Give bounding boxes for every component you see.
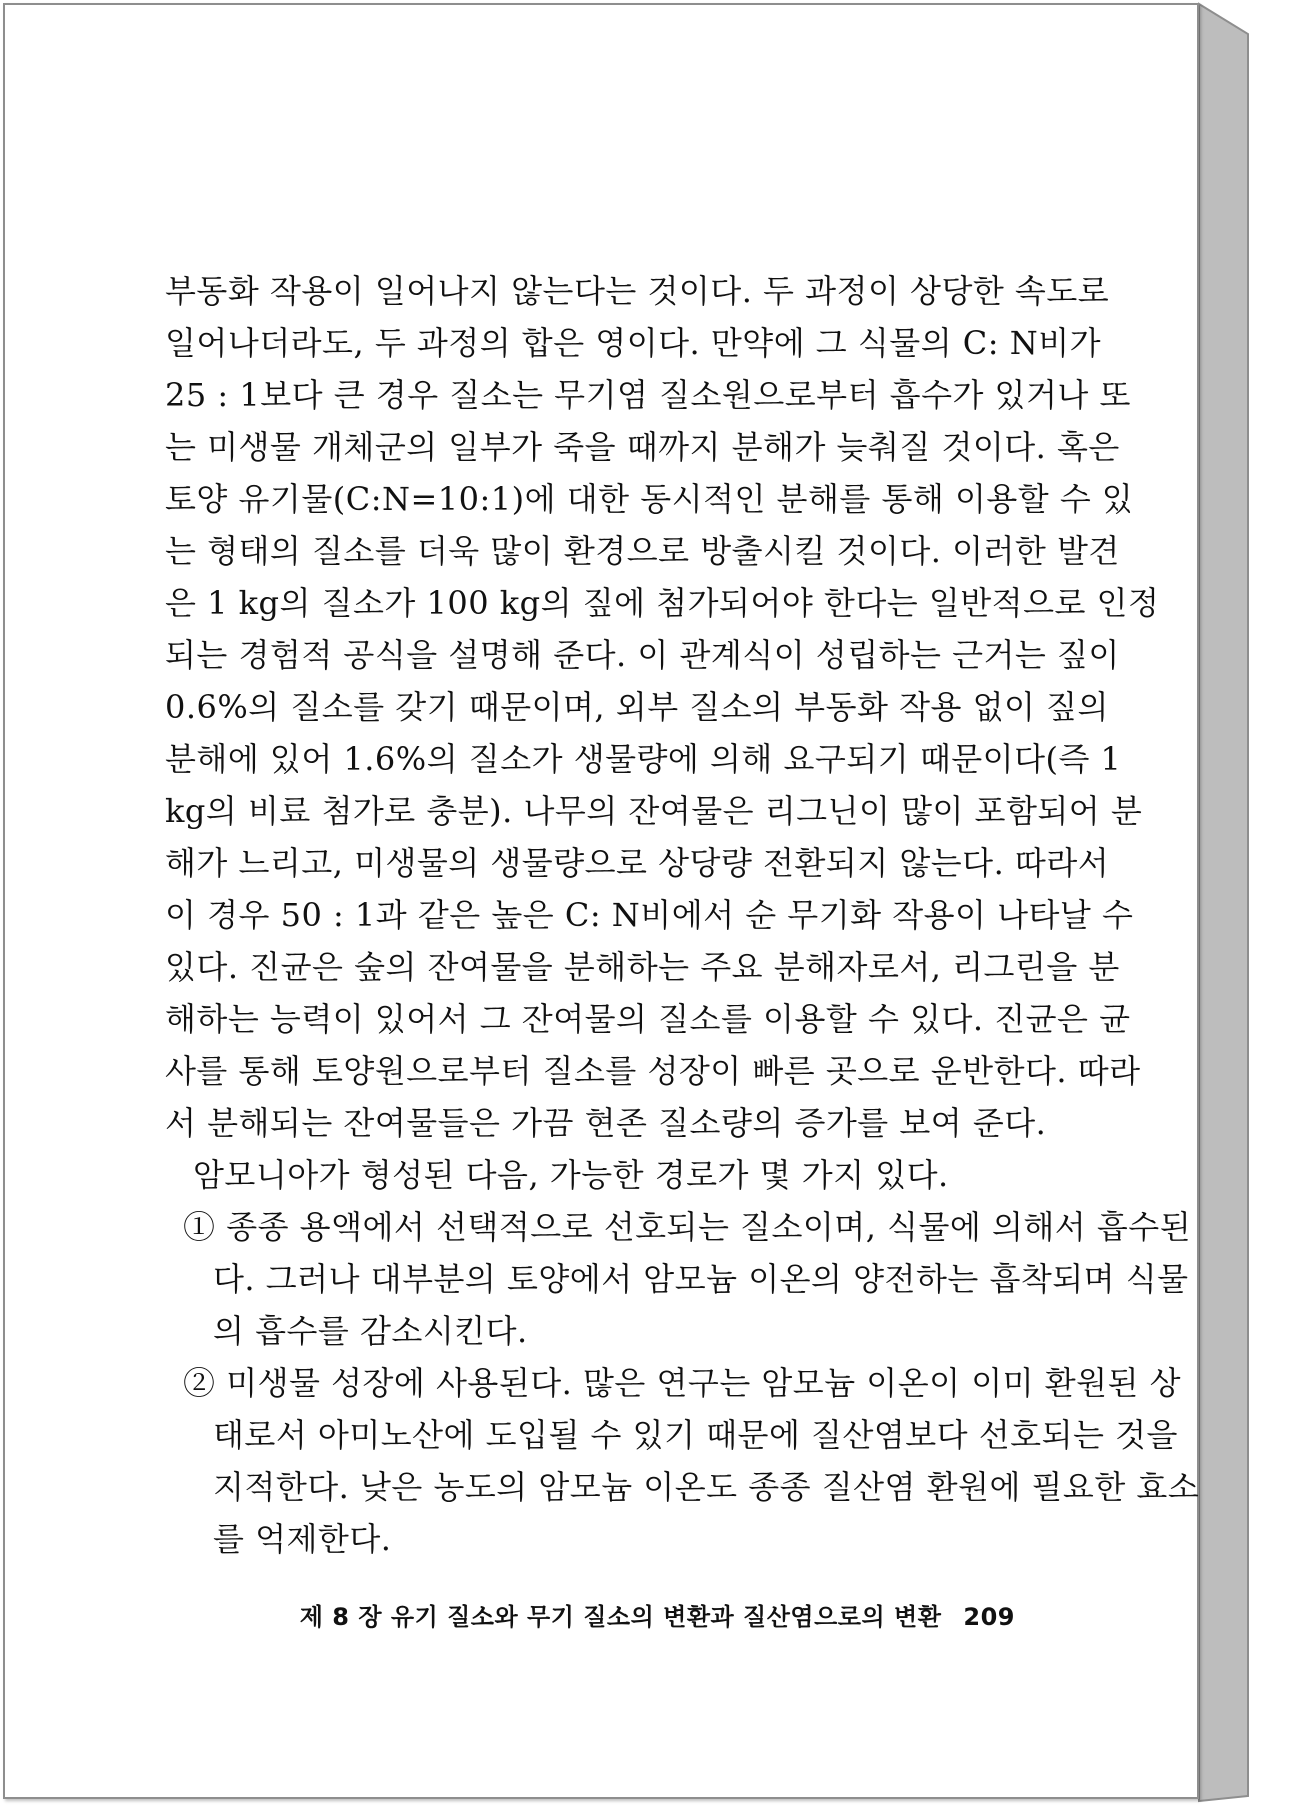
text-line: 사를 통해 토양원으로부터 질소를 성장이 빠른 곳으로 운반한다. 따라: [165, 1052, 1141, 1090]
text-line: 는 미생물 개체군의 일부가 죽을 때까지 분해가 늦춰질 것이다. 혹은: [165, 428, 1120, 466]
numbered-list: [183, 1201, 1200, 1565]
text-line: 토양 유기물(C:N=10:1)에 대한 동시적인 분해를 통해 이용할 수 있: [165, 480, 1134, 518]
text-line: 이 경우 50 : 1과 같은 높은 C: N비에서 순 무기화 작용이 나타날 수: [165, 896, 1134, 934]
page-number: 209: [963, 1603, 1015, 1631]
text-line: 서 분해되는 잔여물들은 가끔 현존 질소량의 증가를 보여 준다.: [165, 1104, 1047, 1142]
list-item: [183, 1201, 1192, 1357]
list-item: [183, 1357, 1200, 1565]
text-line: kg의 비료 첨가로 충분). 나무의 잔여물은 리그닌이 많이 포함되어 분: [165, 792, 1143, 830]
book-page: [3, 3, 1199, 1799]
running-chapter-title: 제 8 장 유기 질소와 무기 질소의 변환과 질산염으로의 변환: [299, 1603, 942, 1631]
main-paragraph: [165, 265, 1160, 1201]
list-item-line: 를 억제한다.: [213, 1520, 392, 1558]
list-item-line: 의 흡수를 감소시킨다.: [213, 1312, 528, 1350]
text-line: 되는 경험적 공식을 설명해 준다. 이 관계식이 성립하는 근거는 짚이: [165, 636, 1120, 674]
list-item-first-line: [183, 1201, 1192, 1253]
text-line: 있다. 진균은 숲의 잔여물을 분해하는 주요 분해자로서, 리그린을 분: [165, 948, 1120, 986]
list-item-first-line: [183, 1357, 1182, 1409]
second-paragraph: 암모니아가 형성된 다음, 가능한 경로가 몇 가지 있다.: [193, 1156, 949, 1194]
text-line: 는 형태의 질소를 더욱 많이 환경으로 방출시킬 것이다. 이러한 발견: [165, 532, 1120, 570]
text-line: 분해에 있어 1.6%의 질소가 생물량에 의해 요구되기 때문이다(즉 1: [165, 740, 1122, 778]
text-line: 해가 느리고, 미생물의 생물량으로 상당량 전환되지 않는다. 따라서: [165, 844, 1110, 882]
text-line: 25 : 1보다 큰 경우 질소는 무기염 질소원으로부터 흡수가 있거나 또: [165, 376, 1131, 414]
text-line: 해하는 능력이 있어서 그 잔여물의 질소를 이용할 수 있다. 진균은 균: [165, 1000, 1131, 1038]
list-marker: ②: [183, 1364, 216, 1402]
list-item-line: 다. 그러나 대부분의 토양에서 암모늄 이온의 양전하는 흡착되며 식물: [213, 1260, 1189, 1298]
list-item-line: 지적한다. 낮은 농도의 암모늄 이온도 종종 질산염 환원에 필요한 효소: [213, 1468, 1200, 1506]
list-item-text: 종종 용액에서 선택적으로 선호되는 질소이며, 식물에 의해서 흡수된: [226, 1208, 1192, 1246]
page-footer: [5, 1597, 1015, 1632]
text-line: 부동화 작용이 일어나지 않는다는 것이다. 두 과정이 상당한 속도로: [165, 272, 1110, 310]
text-line: 은 1 kg의 질소가 100 kg의 짚에 첨가되어야 한다는 일반적으로 인정: [165, 584, 1160, 622]
list-item-line: 태로서 아미노산에 도입될 수 있기 때문에 질산염보다 선호되는 것을: [213, 1416, 1178, 1454]
list-item-text: 미생물 성장에 사용된다. 많은 연구는 암모늄 이온이 이미 환원된 상: [226, 1364, 1182, 1402]
list-marker: ①: [183, 1208, 216, 1246]
text-line: 일어나더라도, 두 과정의 합은 영이다. 만약에 그 식물의 C: N비가: [165, 324, 1102, 362]
text-line: 0.6%의 질소를 갖기 때문이며, 외부 질소의 부동화 작용 없이 짚의: [165, 688, 1109, 726]
